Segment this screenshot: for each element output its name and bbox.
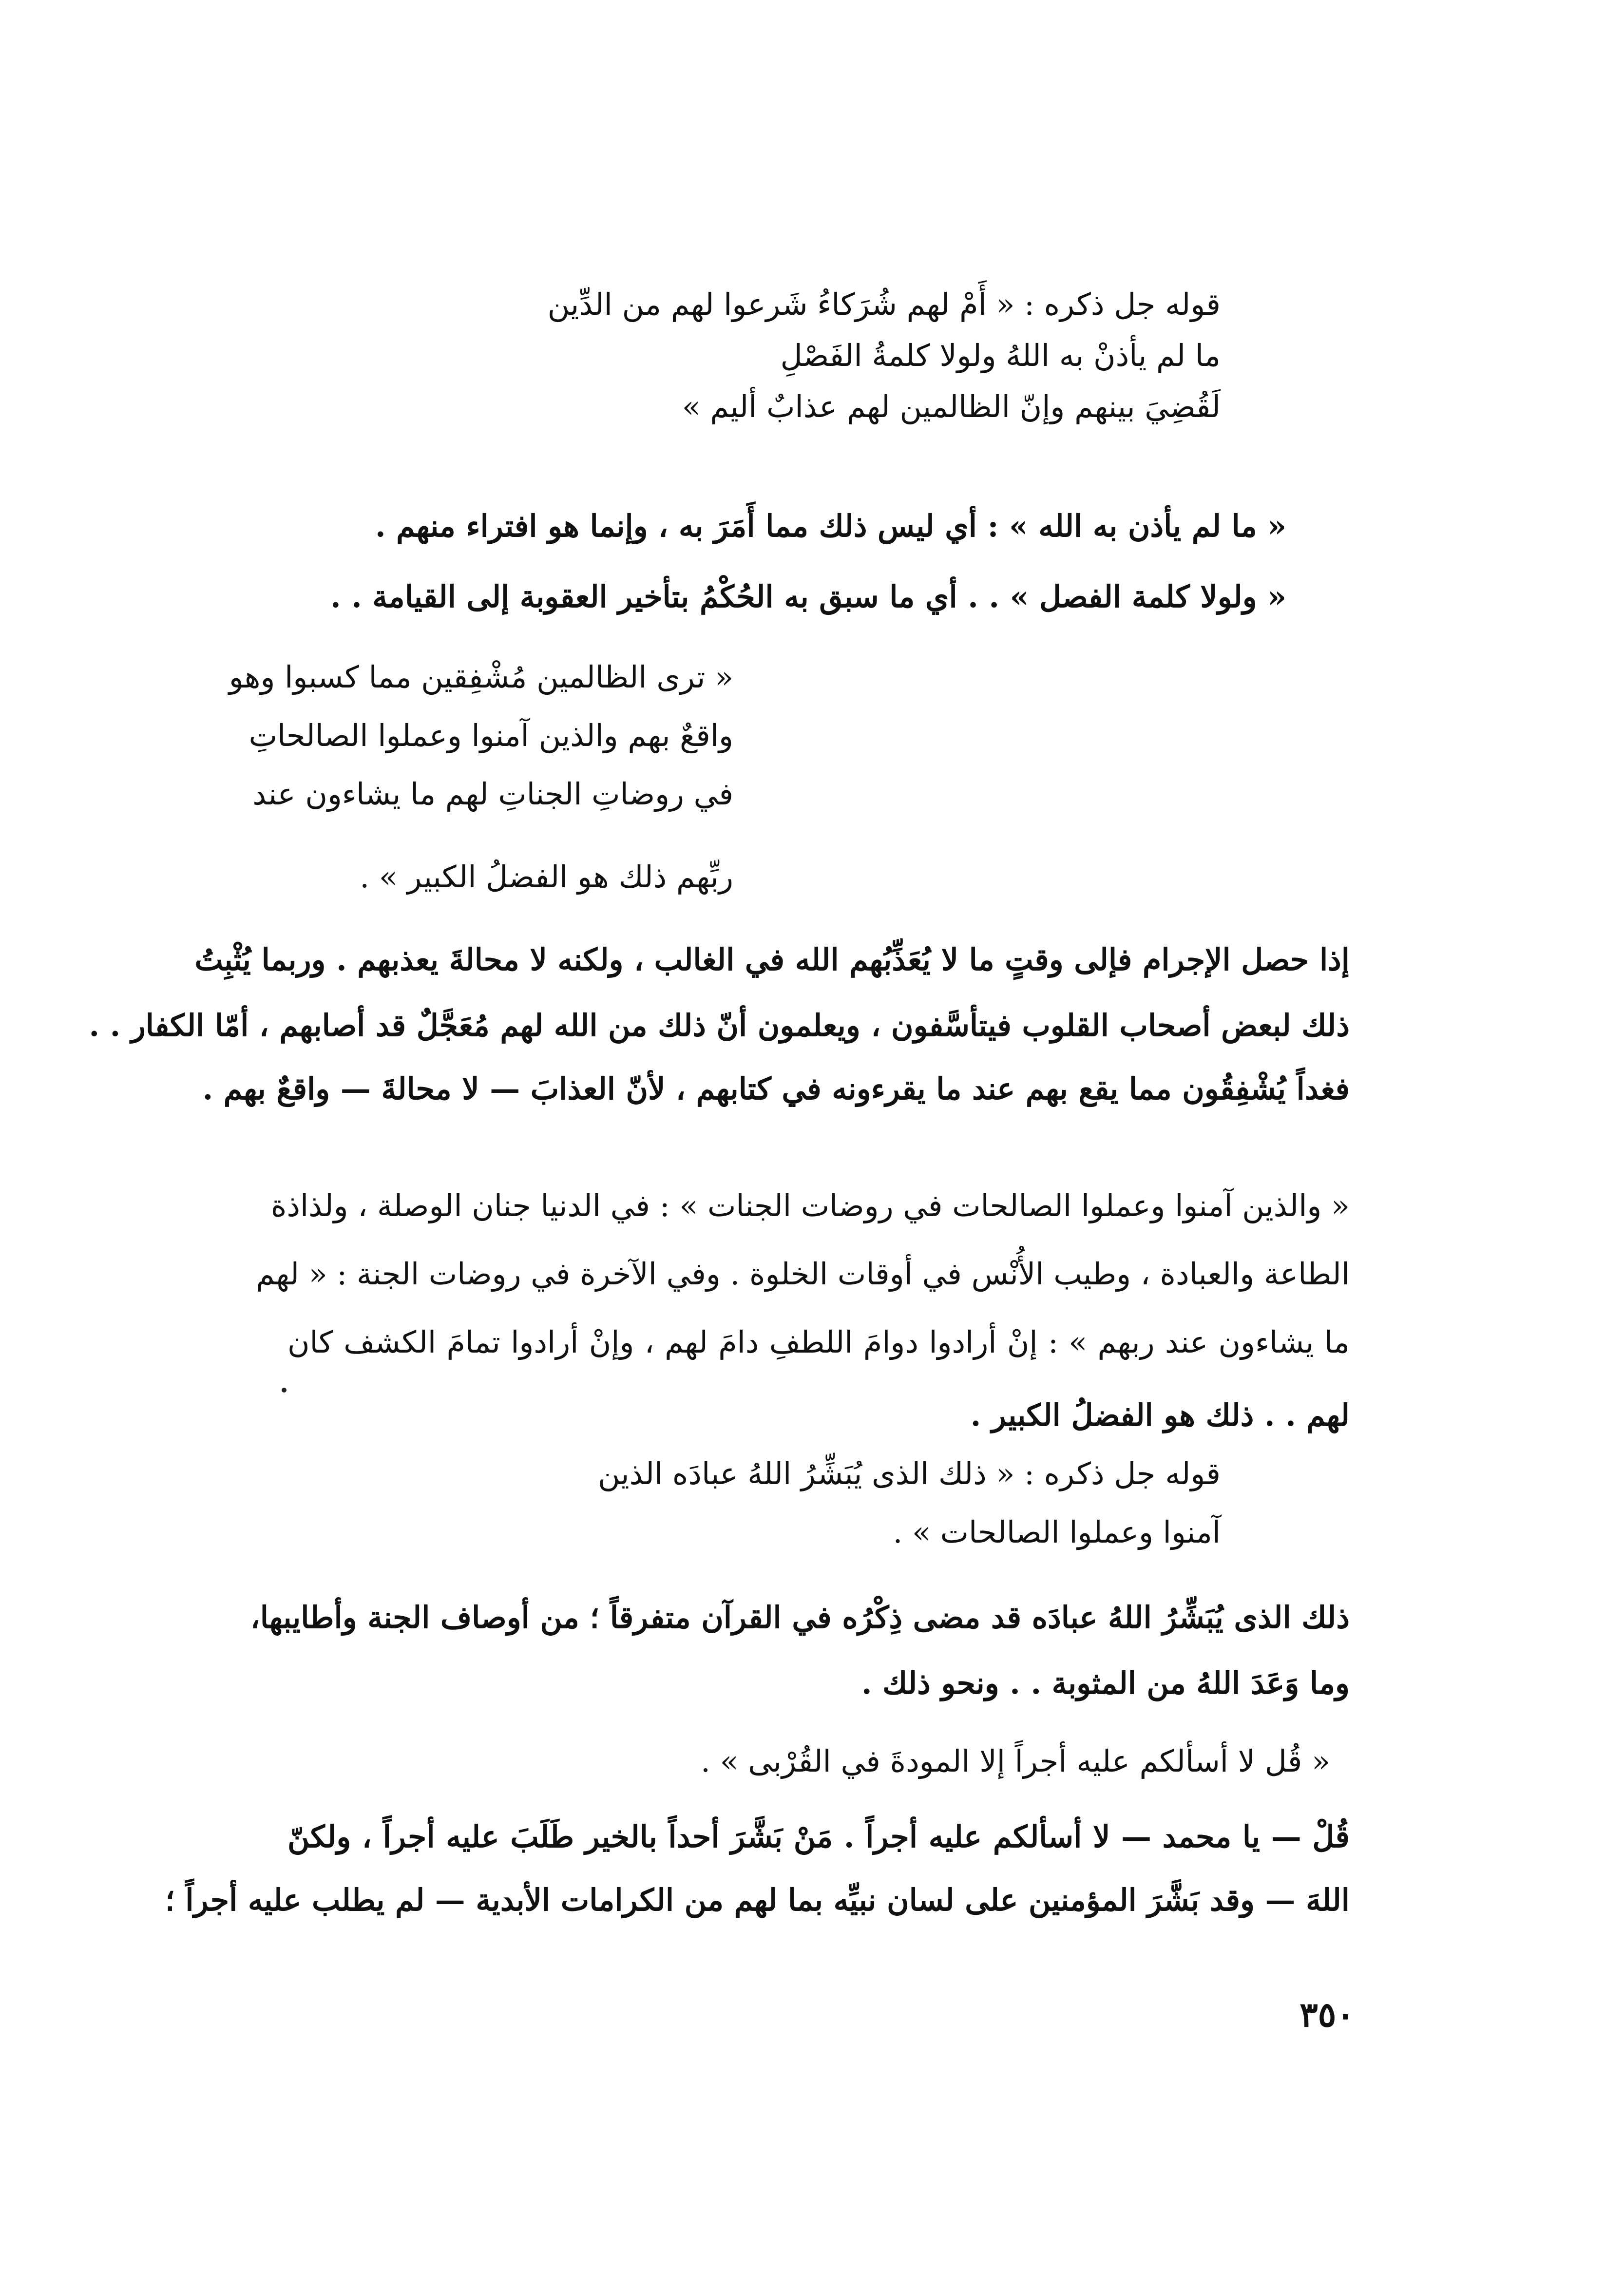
- paragraph-2-line-4: لهم . . ذلك هو الفضلُ الكبير .: [970, 1397, 1350, 1433]
- paragraph-2-line-1: « والذين آمنوا وعملوا الصالحات في روضات الجنات » : في الدنيا جنان الوصلة ، ولذاذة: [270, 1188, 1350, 1223]
- paragraph-1-line-1: إذا حصل الإجرام فإلى وقتٍ ما لا يُعَذِّبُهم الله في الغالب ، ولكنه لا محالةَ يعذبهم . وربما يُثْبِتُ: [194, 942, 1350, 977]
- verse-heading-3-line-1: قوله جل ذكره : « ذلك الذى يُبَشِّرُ اللهُ عبادَه الذين: [598, 1456, 1221, 1491]
- verse-block-2-line-3: في روضاتِ الجناتِ لهم ما يشاءون عند: [252, 776, 733, 812]
- verse-heading-line-3: لَقُضِيَ بينهم وإنّ الظالمين لهم عذابٌ أليم »: [682, 389, 1221, 424]
- verse-heading-line-1: قوله جل ذكره : « أَمْ لهم شُرَكاءُ شَرعوا لهم من الدِّين: [547, 286, 1221, 322]
- paragraph-4-line-2: اللهَ — وقد بَشَّرَ المؤمنين على لسان نبيِّه بما لهم من الكرامات الأبدية — لم يطلب عليه أجراً ؛: [165, 1882, 1350, 1918]
- paragraph-3-line-1: ذلك الذى يُبَشِّرُ اللهُ عبادَه قد مضى ذِكْرُه في القرآن متفرقاً ؛ من أوصاف الجنة وأطايبها،: [250, 1600, 1350, 1635]
- verse-heading-line-2: ما لم يأذنْ به اللهُ ولولا كلمةُ الفَصْلِ: [780, 338, 1221, 373]
- page-number: ٣٥٠: [1299, 1994, 1355, 2035]
- commentary-line-1: « ما لم يأذن به الله » : أي ليس ذلك مما أَمَرَ به ، وإنما هو افتراء منهم .: [375, 508, 1286, 544]
- paragraph-2-line-3: ما يشاءون عند ربهم » : إنْ أرادوا دوامَ اللطفِ دامَ لهم ، وإنْ أرادوا تمامَ الكشف كان: [287, 1324, 1350, 1360]
- verse-block-2-line-4: ربِّهم ذلك هو الفضلُ الكبير » .: [360, 859, 733, 895]
- verse-heading-3-line-2: آمنوا وعملوا الصالحات » .: [893, 1514, 1221, 1550]
- paragraph-3-line-2: وما وَعَدَ اللهُ من المثوبة . . ونحو ذلك .: [861, 1665, 1350, 1701]
- commentary-line-2: « ولولا كلمة الفصل » . . أي ما سبق به الحُكْمُ بتأخير العقوبة إلى القيامة . .: [330, 579, 1286, 614]
- verse-block-2-line-2: واقعٌ بهم والذين آمنوا وعملوا الصالحاتِ: [248, 718, 733, 753]
- verse-block-2-line-1: « ترى الظالمين مُشْفِقين مما كسبوا وهو: [229, 659, 733, 695]
- paragraph-2-line-2: الطاعة والعبادة ، وطيب الأُنْس في أوقات الخلوة . وفي الآخرة في روضات الجنة : « لهم: [256, 1256, 1350, 1292]
- paragraph-1-line-3: فغداً يُشْفِقُون مما يقع بهم عند ما يقرءونه في كتابهم ، لأنّ العذابَ — لا محالةَ — واقعٌ بهم .: [202, 1071, 1350, 1107]
- paragraph-4-line-1: قُلْ — يا محمد — لا أسألكم عليه أجراً . مَنْ بَشَّرَ أحداً بالخير طَلَبَ عليه أجراً ، ولكنّ: [287, 1819, 1350, 1854]
- verse-4-line: « قُل لا أسألكم عليه أجراً إلا المودةَ في القُرْبى » .: [701, 1743, 1330, 1779]
- stray-dot: [282, 1388, 287, 1393]
- paragraph-1-line-2: ذلك لبعض أصحاب القلوب فيتأسَّفون ، ويعلمون أنّ ذلك من الله لهم مُعَجَّلٌ قد أصابهم ، أمّا الكفار . .: [89, 1008, 1350, 1043]
